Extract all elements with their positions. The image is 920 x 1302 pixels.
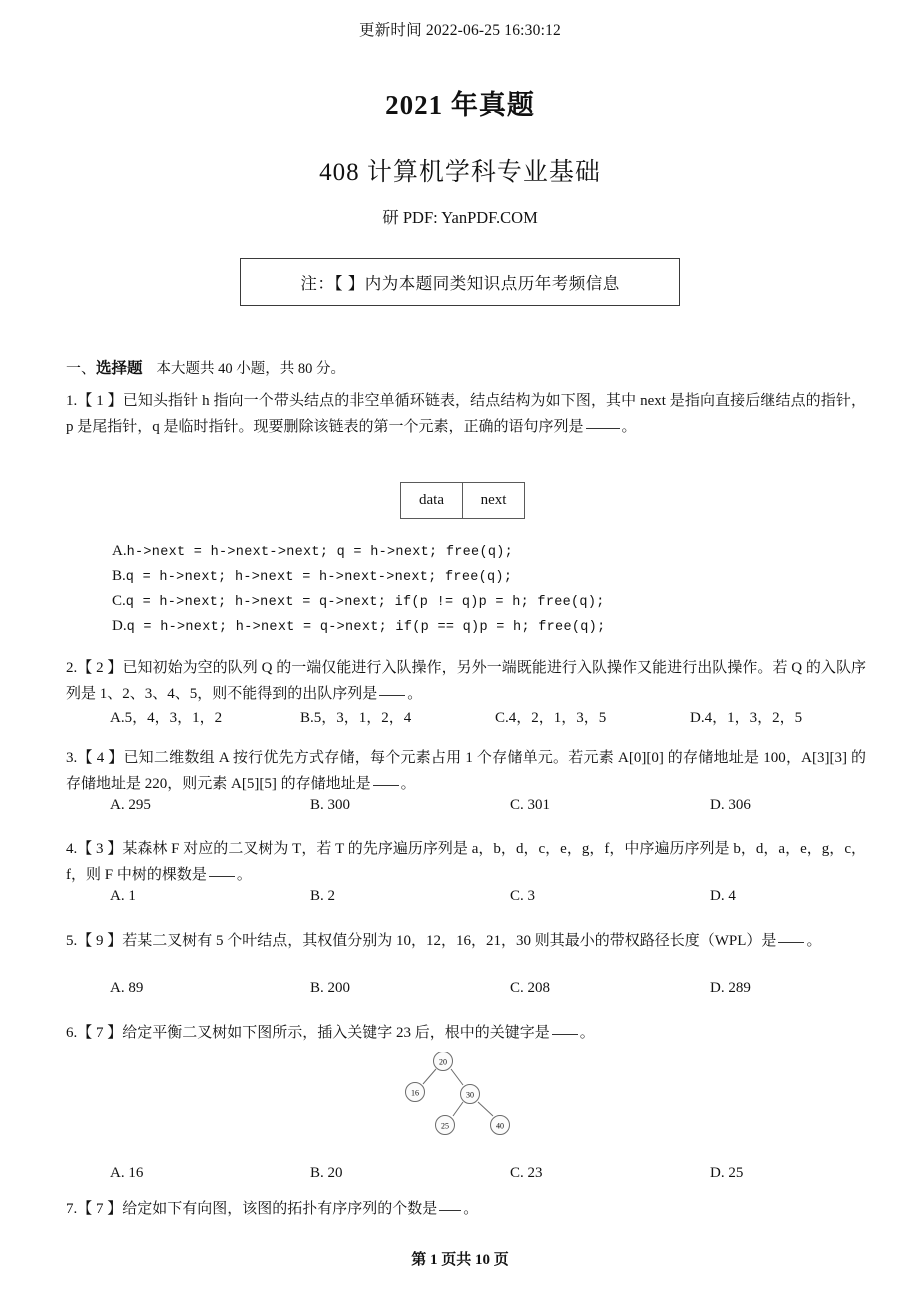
option-d: D. 289 <box>710 980 751 996</box>
question-2-options <box>0 706 920 730</box>
question-2-blank <box>379 695 405 696</box>
question-7-blank <box>439 1210 461 1211</box>
node-label-20: 20 <box>439 1057 447 1067</box>
update-time-header: 更新时间 2022-06-25 16:30:12 <box>359 22 561 39</box>
option-b: B. 200 <box>310 980 351 996</box>
question-3 <box>66 745 866 797</box>
tree-nodes <box>406 1052 510 1135</box>
edge-30-40 <box>478 1102 493 1116</box>
option-c: C. 23 <box>510 1165 543 1181</box>
question-2 <box>66 655 866 707</box>
question-3-tail: 。 <box>400 776 416 792</box>
node-label-16: 16 <box>411 1088 419 1098</box>
question-5-number: 5. <box>66 933 78 949</box>
question-4-number: 4. <box>66 841 78 857</box>
option-d: D. 25 <box>710 1165 744 1181</box>
question-6-options <box>0 1165 920 1189</box>
option-c-letter: C. <box>112 593 126 609</box>
question-1-blank <box>586 428 620 429</box>
question-5-tail: 。 <box>806 933 822 949</box>
node-cell-data: data <box>401 483 463 519</box>
question-6-tail: 。 <box>579 1025 595 1041</box>
tree-edges <box>423 1069 493 1116</box>
page-subtitle: 408 计算机学科专业基础 <box>319 159 601 186</box>
option-a: A. 295 <box>110 797 151 813</box>
source-site-label: 研 PDF: YanPDF.COM <box>382 208 538 227</box>
page-footer: 第 1 页共 10 页 <box>411 1252 509 1268</box>
question-5-blank <box>778 942 804 943</box>
question-3-text: 已知二维数组 A 按行优先方式存储，每个元素占用 1 个存储单元。若元素 A[0][0] 的存储地址是 100，A[3][3] 的存储地址是 220，则元素 A[5][5] 的存储地址是 <box>66 750 866 792</box>
avl-tree-figure <box>396 1052 536 1144</box>
option-b-letter: B. <box>112 568 126 584</box>
option-d <box>112 613 872 638</box>
option-a-letter: A. <box>112 543 127 559</box>
option-a-code: h->next = h->next->next; q = h->next; free(q); <box>126 545 514 560</box>
node-label-40: 40 <box>496 1121 504 1131</box>
node-structure-table <box>400 482 525 519</box>
option-a: A. 89 <box>110 980 144 996</box>
question-7-tag: 【 7 】 <box>77 1201 123 1217</box>
edge-20-16 <box>423 1069 436 1084</box>
option-d-code: q = h->next; h->next = q->next; if(p == q)p = h; free(q); <box>126 620 606 635</box>
option-a: A.5，4，3，1，2 <box>110 710 223 726</box>
question-2-tag: 【 2 】 <box>77 660 123 676</box>
question-1-tag: 【 1 】 <box>77 393 123 409</box>
option-c <box>112 588 872 613</box>
section-number: 一、 <box>66 361 97 377</box>
question-4 <box>66 836 866 888</box>
question-1-tail: 。 <box>621 419 637 435</box>
page-title: 2021 年真题 <box>385 90 535 120</box>
node-cell-next: next <box>463 483 525 519</box>
note-box <box>240 258 680 306</box>
question-1-options <box>112 538 872 638</box>
option-d: D.4，1，3，2，5 <box>690 710 803 726</box>
question-4-text: 某森林 F 对应的二叉树为 T，若 T 的先序遍历序列是 a，b，d，c，e，g，f，中序遍历序列是 b，d，a，e，g，c，f，则 F 中树的棵数是 <box>66 841 866 883</box>
option-a: A. 16 <box>110 1165 144 1181</box>
option-b: B. 300 <box>310 797 351 813</box>
question-6-tag: 【 7 】 <box>77 1025 123 1041</box>
question-7-text: 给定如下有向图，该图的拓扑有序序列的个数是 <box>122 1201 438 1217</box>
question-3-blank <box>373 785 399 786</box>
question-3-number: 3. <box>66 750 78 766</box>
question-5-tag: 【 9 】 <box>77 933 123 949</box>
question-3-options <box>0 797 920 821</box>
option-d: D. 4 <box>710 888 736 904</box>
question-3-tag: 【 4 】 <box>77 750 124 766</box>
edge-30-25 <box>453 1102 463 1116</box>
section-title: 选择题 <box>96 360 143 377</box>
question-5-options <box>0 980 920 1004</box>
option-b: B. 20 <box>310 1165 343 1181</box>
edge-20-30 <box>451 1069 463 1085</box>
option-a <box>112 538 872 563</box>
question-1 <box>66 388 866 440</box>
note-text: 注：【 】内为本题同类知识点历年考频信息 <box>300 274 620 293</box>
option-b-code: q = h->next; h->next = h->next->next; free(q); <box>125 570 513 585</box>
question-7-number: 7. <box>66 1201 78 1217</box>
option-c: C.4，2，1，3，5 <box>495 710 607 726</box>
option-b <box>112 563 872 588</box>
question-5 <box>66 928 866 954</box>
option-c-code: q = h->next; h->next = q->next; if(p != q)p = h; free(q); <box>125 595 605 610</box>
question-4-blank <box>209 876 235 877</box>
question-1-text: 已知头指针 h 指向一个带头结点的非空单循环链表，结点结构为如下图，其中 next 是指向直接后继结点的指针，p 是尾指针，q 是临时指针。现要删除该链表的第一个元素，正确的语句序列是 <box>66 393 866 435</box>
question-1-number: 1. <box>66 393 78 409</box>
option-c: C. 3 <box>510 888 536 904</box>
option-d: D. 306 <box>710 797 751 813</box>
question-5-text: 若某二叉树有 5 个叶结点，其权值分别为 10，12，16，21，30 则其最小的带权路径长度（WPL）是 <box>122 933 777 949</box>
node-label-30: 30 <box>466 1090 474 1100</box>
question-7 <box>66 1196 866 1222</box>
question-4-options <box>0 888 920 912</box>
question-6-blank <box>552 1034 578 1035</box>
question-2-text: 已知初始为空的队列 Q 的一端仅能进行入队操作，另外一端既能进行入队操作又能进行出队操作。若 Q 的入队序列是 1、2、3、4、5，则不能得到的出队序列是 <box>66 660 866 702</box>
question-4-tail: 。 <box>236 867 252 883</box>
option-a: A. 1 <box>110 888 136 904</box>
option-d-letter: D. <box>112 618 127 634</box>
option-b: B.5，3，1，2，4 <box>300 710 412 726</box>
question-6-number: 6. <box>66 1025 78 1041</box>
node-label-25: 25 <box>441 1121 449 1131</box>
option-b: B. 2 <box>310 888 336 904</box>
table-row <box>401 483 525 519</box>
question-7-tail: 。 <box>463 1201 479 1217</box>
section-heading <box>66 356 345 378</box>
question-6-text: 给定平衡二叉树如下图所示，插入关键字 23 后，根中的关键字是 <box>122 1025 550 1041</box>
option-c: C. 301 <box>510 797 551 813</box>
section-description: 本大题共 40 小题，共 80 分。 <box>156 361 346 377</box>
question-6 <box>66 1020 866 1046</box>
question-4-tag: 【 3 】 <box>77 841 123 857</box>
option-c: C. 208 <box>510 980 551 996</box>
question-2-tail: 。 <box>407 686 423 702</box>
question-2-number: 2. <box>66 660 78 676</box>
avl-tree-svg <box>396 1052 536 1144</box>
